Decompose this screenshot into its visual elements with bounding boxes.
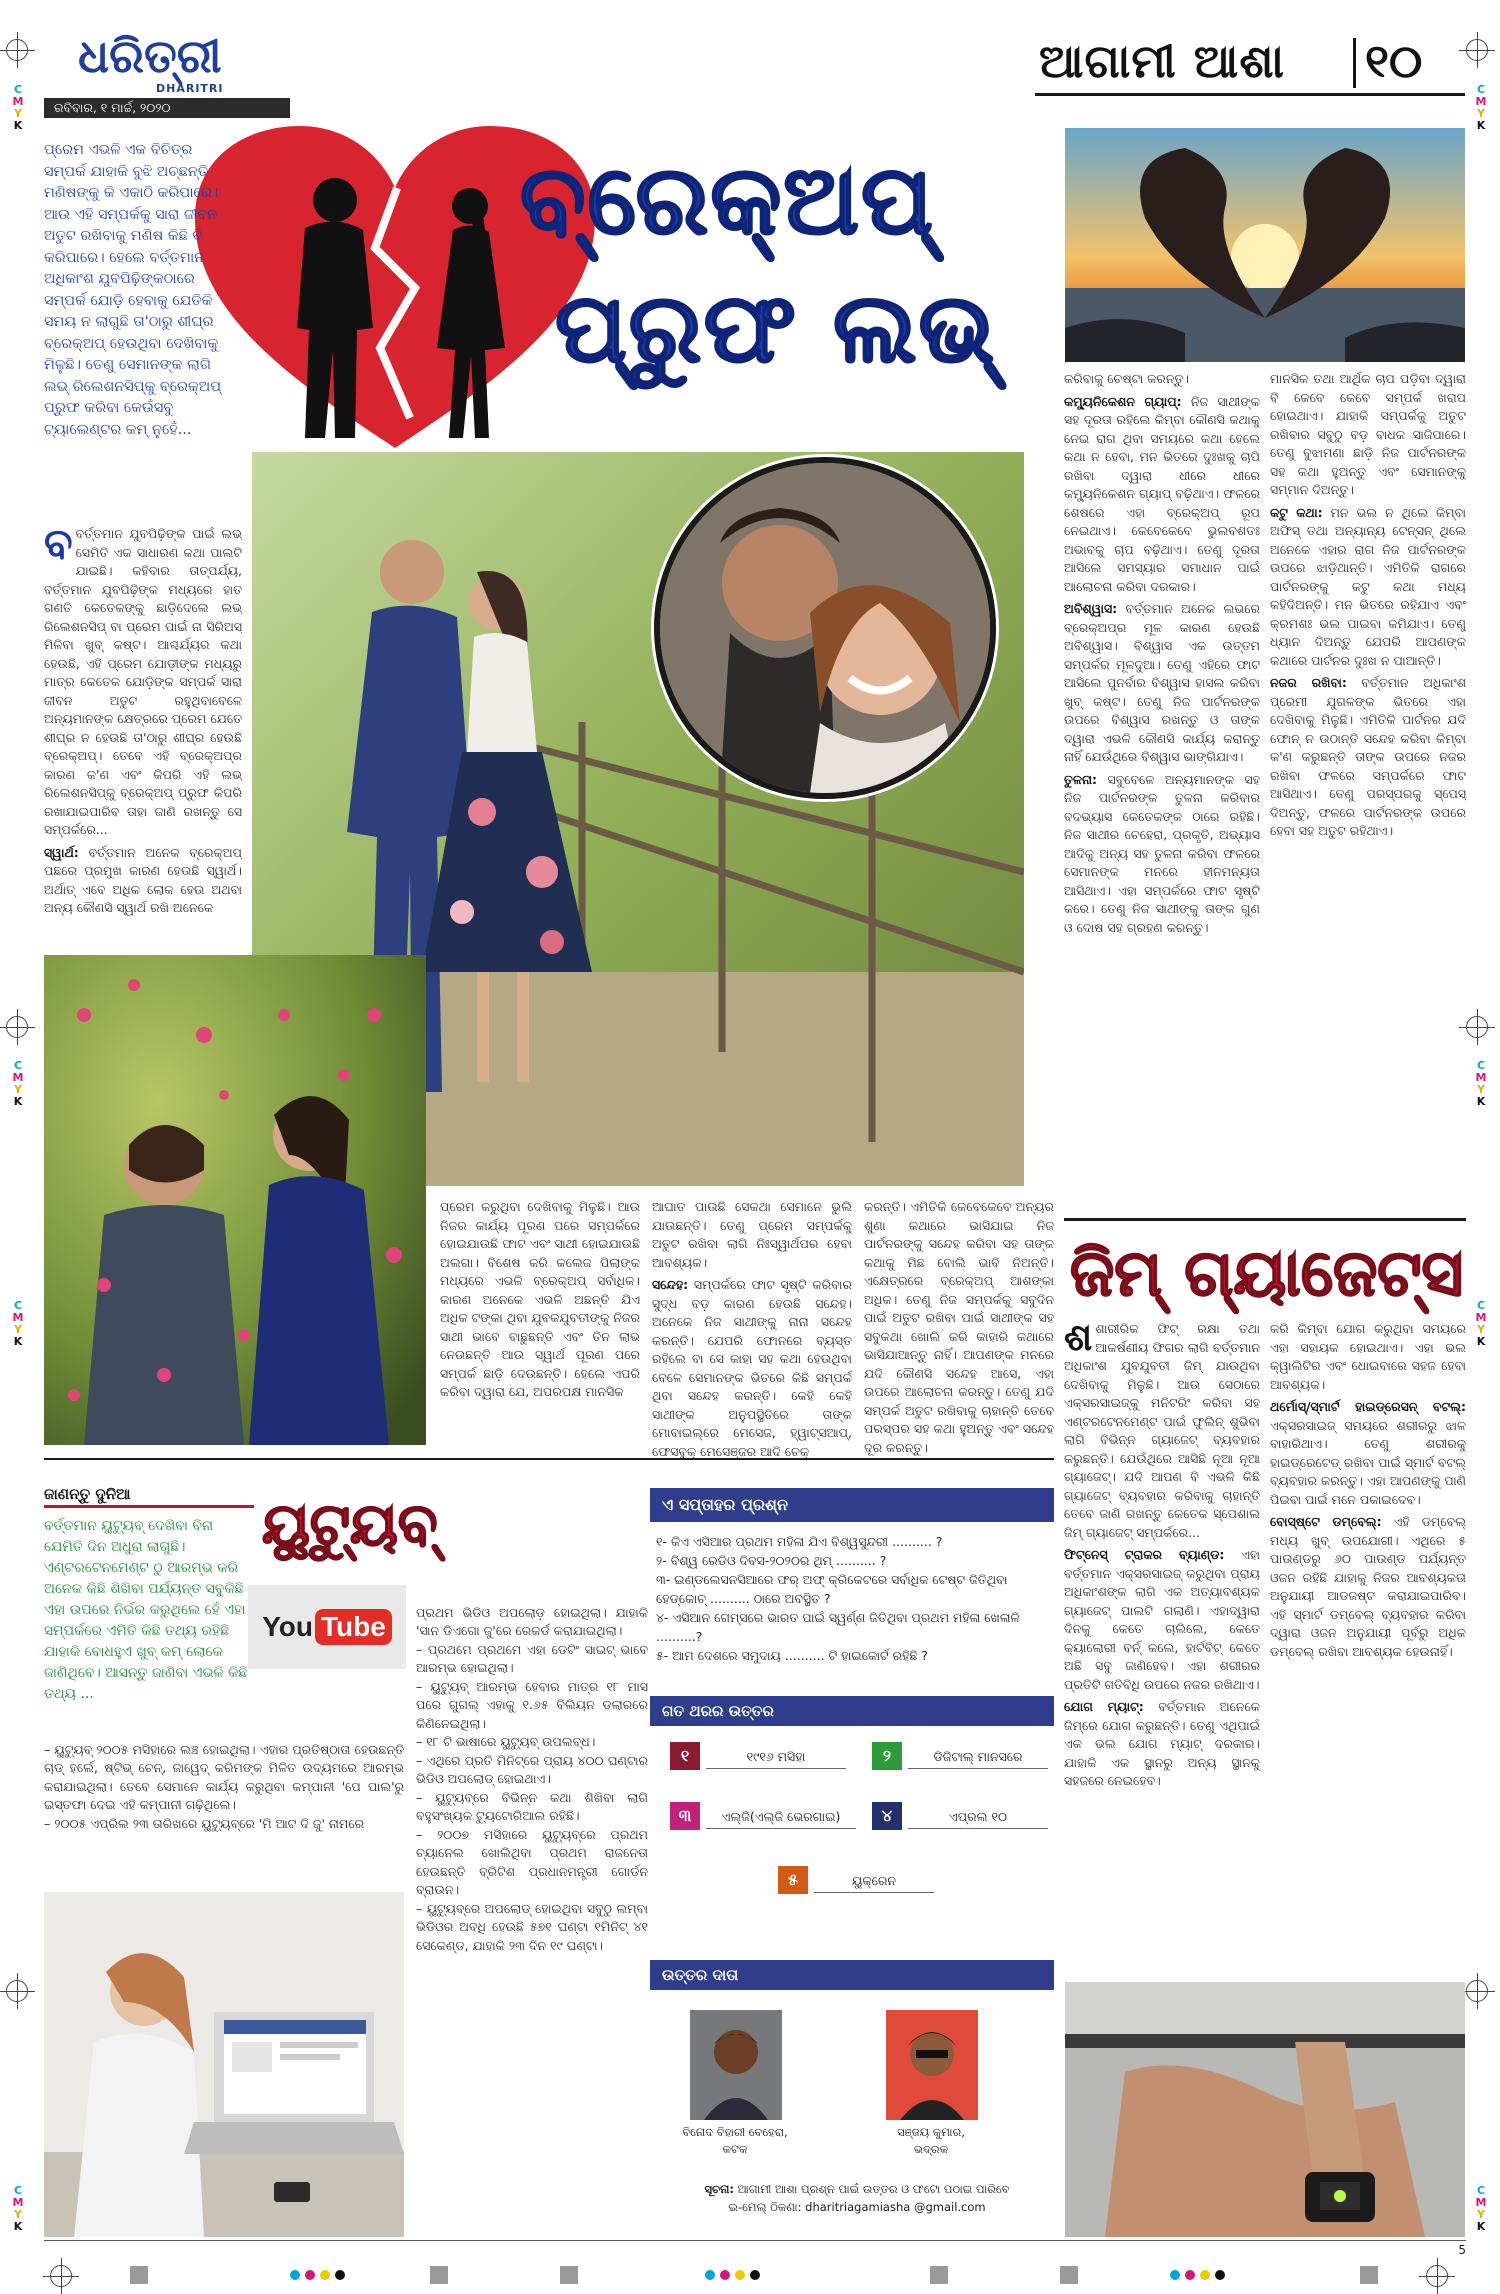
print-color-dot <box>1215 2270 1225 2280</box>
section-header <box>1035 30 1465 96</box>
print-density-swatch <box>930 2266 948 2284</box>
cmyk-color-bar: C M Y K <box>1475 2184 1487 2233</box>
print-color-dot <box>1185 2270 1195 2280</box>
section-rule <box>1064 1218 1466 1221</box>
registration-mark-icon <box>6 1980 28 2002</box>
headline-line-1: ବ୍ରେକ୍‌ଅପ୍ <box>520 144 935 256</box>
answer-text: ଏଲ୍‌ଜି(ଏଲ୍‌ଜି ଭେରଗାଇ) <box>706 1806 856 1829</box>
cmyk-color-bar: C M Y K <box>12 83 24 132</box>
print-color-dot <box>750 2270 760 2280</box>
print-density-swatch <box>1360 2266 1378 2284</box>
folio: 5 <box>1458 2243 1466 2257</box>
section-title: ଆଗାମୀ ଆଶା <box>1039 34 1286 88</box>
drop-cap: ଶ <box>1064 1320 1093 1359</box>
know-label: ଜାଣନ୍ତୁ ଦୁନିଆ <box>44 1482 254 1508</box>
answers-panel <box>650 1730 1054 1945</box>
answer-text: ଏପ୍ରଲ ୧୦ <box>908 1806 1048 1829</box>
lead-column-1: ବବର୍ତ୍ତମାନ ଯୁବପିଢ଼ିଙ୍କ ପାଇଁ ଲଭ୍ ସେମିତି ଏକ ସାଧାରଣ କଥା ପାଲଟି ଯାଇଛି। କହିବାର ତାତ୍ପର୍ଯ୍ୟ, ବର୍ତ୍ତମାନ ଯୁବପିଢ଼ିଙ୍କ ମଧ୍ୟରେ ହାତ ଗଣତି କେତେକଙ୍କୁ ଛାଡ଼ିଦେଲେ ଲଭ୍ ରିଲେଶନସିପ୍ ବା ପ୍ରେମ ପାଇଁ ନା ସିରିଅସ୍ ମିଳିବା ଖୁବ୍ କଷ୍ଟ। ଆଶ୍ଚର୍ଯ୍ୟର କଥା ହେଉଛି, ଏହି ପ୍ରେମ ଯୋଡ଼ୀଙ୍କ ମଧ୍ୟରୁ ମାତ୍ର କେତେକ ଯୋଡ଼ିଙ୍କ ସମ୍ପର୍କ ସାରା ଜୀବନ ଅତୁଟ ରହୁଥିବାବେଳେ ଅନ୍ୟମାନଙ୍କ କ୍ଷେତ୍ରରେ ପ୍ରେମ ଯେତେ ଶୀଘ୍ର ନ ହେଉଛି ତା'ଠାରୁ ଶୀଘ୍ର ହେଉଛି ବ୍ରେକ୍ଅପ୍। ତେବେ ଏହି ବ୍ରେକ୍ଅପ୍‌ର କାରଣ କ'ଣ ଏବଂ କିପରି ଏହି ଲଭ୍ ରିଲେଶନସିପ୍‌କୁ ବ୍ରେକ୍ଅପ୍ ପ୍ରୁଫ କିପରି ରଖାଯାଇପାରିବ ତାହା ଜାଣି ରଖନ୍ତୁ ସେ ସମ୍ପର୍କରେ... ସ୍ୱାର୍ଥ: ବର୍ତ୍ତମାନ ଅନେକ ବ୍ରେକ୍ଅପ୍ ପଛରେ ପ୍ରମୁଖ କାରଣ ହେଉଛି ସ୍ୱାର୍ଥ। ଅର୍ଥାତ୍ ଏବେ ଅଧିକ ଲୋକ ହେଉ ଅଥବା ଅନ୍ୟ କୌଣସି ସ୍ୱାର୍ଥ ରଖି ଅନେକେ <box>44 525 242 915</box>
lead-right-column-1: କରିବାକୁ ଚେଷ୍ଟା କରନ୍ତୁ। କମ୍ୟୁନିକେଶନ ଗ୍ୟାପ୍: ନିଜ ସାଥୀଙ୍କ ସହ ଦୂରତା ରହିଲେ କିମ୍ବା କୌଣସି କଥାକୁ ନେଇ ରାଗ ଥିବା ସମୟରେ କଥା ହେଲେ କଥା ନ ହେବା, ମନ ଭିତରେ ଦୁଃଖକୁ ଚାପି ରଖିବା ଦ୍ୱାରା ଧୀରେ ଧୀରେ କମ୍ୟୁନିକେଶନ ଗ୍ୟାପ୍ ବଢ଼ିଥାଏ। ଫଳରେ ଶେଷରେ ଏହା ବ୍ରେକ୍ଅପ୍ ରୂପ ନେଇଥାଏ। କେବେକେବେ ଭୁଲବଶତଃ ଅଭାବକୁ ଚାପ ବଢ଼ିଥାଏ। ତେଣୁ ଦୂରତା ଆସିଲେ ସମସ୍ୟାର ସମାଧାନ ପାଇଁ ଆଲୋଚନା କରିବା ଦରକାର। ଅବିଶ୍ୱାସ: ବର୍ତ୍ତମାନ ଅନେକ ଲଭରେ ବ୍ରେକ୍ଅପ୍‌ର ମୂଳ କାରଣ ହେଉଛି ଅବିଶ୍ୱାସ। ବିଶ୍ୱାସ ଏକ ଉତ୍ତମ ସମ୍ପର୍କର ମୂଳଦୁଆ। ତେଣୁ ଏହିରେ ଫାଟ ଆସିଲେ ପୁନର୍ବାର ବିଶ୍ୱାସ ହାସଲ କରିବା ଖୁବ୍ କଷ୍ଟ। ତେଣୁ ନିଜ ପାର୍ଟନରଙ୍କ ଉପରେ ବିଶ୍ୱାସ ରଖନ୍ତୁ ଓ ତାଙ୍କ ଦ୍ୱାରା ଏଭଳି କୌଣସି କାର୍ଯ୍ୟ କରାନ୍ତୁ ନାହିଁ ଯେଉଁଥିରେ ବିଶ୍ୱାସ ଭାଙ୍ଗିଯାଏ। ତୁଳନା: ସବୁବେଳେ ଅନ୍ୟମାନଙ୍କ ସହ ନିଜ ପାର୍ଟନରଙ୍କ ତୁଳନା କରିବାର ବଦଭ୍ୟାସ କେତେକଙ୍କ ଠାରେ ରହିଛି। ନିଜ ସାଥୀର ଚେହେରା, ପ୍ରକୃତି, ଅଭ୍ୟାସ ଆଦିକୁ ଅନ୍ୟ ସହ ତୁଳନା କରିବା ଫଳରେ ସେମାନଙ୍କ ମନରେ ହୀନମନ୍ୟତା ଆସିଥାଏ। ଏହା ସମ୍ପର୍କରେ ଫାଟ ସୃଷ୍ଟି କରେ। ତେଣୁ ନିଜ ସାଥୀଙ୍କୁ ତାଙ୍କ ଗୁଣ ଓ ଦୋଷ ସହ ଗ୍ରହଣ କରନ୍ତୁ। <box>1064 371 1260 935</box>
registration-mark-icon <box>6 1016 28 1038</box>
couple-petals-photo <box>44 955 426 1445</box>
winners-title: ଉତ୍ତର ଦାତା <box>650 1960 1054 1990</box>
woman-laptop-photo <box>44 1892 404 2237</box>
print-color-dot <box>335 2270 345 2280</box>
print-density-swatch <box>1060 2266 1078 2284</box>
registration-mark-icon <box>1466 1980 1488 2002</box>
print-density-swatch <box>560 2266 578 2284</box>
print-color-dot <box>1200 2270 1210 2280</box>
cmyk-color-bar: C M Y K <box>12 1059 24 1108</box>
print-color-dot <box>320 2270 330 2280</box>
print-color-dot <box>720 2270 730 2280</box>
lead-bottom-column-1: ପ୍ରେମ କରୁଥିବା ଦେଖିବାକୁ ମିଳୁଛି। ଆଉ ନିଜର କାର୍ଯ୍ୟ ପୂରଣ ପରେ ସମ୍ପର୍କରେ ହୋଇଯାଉଛି ଫାଟ ଏବଂ ସାଥୀ ହୋଇଯାଉଛି ଅଲଗା। ବିଶେଷ କରି କଲେଜ ପିଲାଙ୍କ ମଧ୍ୟରେ ଏଭଳି ବ୍ରେକ୍ଅପ୍ ସର୍ବାଧିକ। କାରଣ ଅନେକେ ଏଭଳି ଅଛନ୍ତି ଯିଏ ଅଧିକ ଟଙ୍କା ଥିବା ଯୁବକଯୁବତୀଙ୍କୁ ନିଜର ସାଥୀ ଭାବେ ବାଛୁଛନ୍ତି ଏବଂ ତିନ ଲାଭ ନେଉଛନ୍ତି ଆଉ ସ୍ୱାର୍ଥ ପୂରଣ ପରେ ସମ୍ପର୍କ ଛାଡ଼ି ଦେଉଛନ୍ତି। ହେଲେ ଏପରି କରିବା ଦ୍ୱାରା ଯେ, ଅପରପକ୍ଷ ମାନସିକ <box>440 1199 640 1399</box>
registration-mark-icon <box>1466 1016 1488 1038</box>
page-number: ୧୦ <box>1365 34 1423 88</box>
logo: ଧରିତ୍ରୀ <box>78 29 222 83</box>
quiz-note: ସୂଚନା: ଆଗାମୀ ଆଶା ପ୍ରଶ୍ନ ପାଇଁ ଉତ୍ତର ଓ ଫଟୋ ପଠାଇ ପାରିବେ ଇ-ମେଲ୍ ଠିକଣା: dharitriagamiasha @gmail.com <box>704 2182 1010 2214</box>
winner-caption: ବିନୋଦ ବିହାରୀ ବେହେରା, କଟକ <box>682 2125 788 2156</box>
lead-bottom-column-3: କରନ୍ତି। ଏମିତିକି କେବେକେବେ ଅନ୍ୟର ଶୁଣା କଥାରେ ଭାସିଯାଇ ନିଜ ପାର୍ଟନରଙ୍କୁ ସନ୍ଦେହ କରିବା ସହ ତାଙ୍କ କଥାକୁ ମିଛ ବୋଲି ଭାବି ନିଅନ୍ତି। ଏକ୍ଷେତ୍ରରେ ବ୍ରେକ୍ଅପ୍ ଆଶଙ୍କା ଅଧିକ। ତେଣୁ ନିଜ ସମ୍ପର୍କକୁ ସବୁଦିନ ପାଇଁ ଅତୁଟ ରଖିବା ପାଇଁ ସାଥୀଙ୍କ ସହ ସବୁକଥା ଖୋଲି କରି କାହାରି କଥାରେ ଭାସିଯାଆନ୍ତୁ ନାହିଁ। ଆପଣଙ୍କ ମନରେ ଯଦି କୌଣସି ସନ୍ଦେହ ଆସେ, ଏହା ଉପରେ ଆଲୋଚନା କରନ୍ତୁ। ତେଣୁ ଯଦି ସମ୍ପର୍କ ଅତୁଟ ରଖିବାକୁ ଚାହାନ୍ତି ତେବେ ପରସ୍ପର ସହ କଥା ହୁଅନ୍ତୁ ଏବଂ ସନ୍ଦେହ ଦୂର କରନ୍ତୁ। <box>864 1199 1054 1455</box>
cmyk-color-bar: C M Y K <box>1475 1059 1487 1108</box>
registration-mark-icon <box>1426 2265 1448 2287</box>
quiz-question: ୪- ଏସିଆନ ଗେମ୍‌ସରେ ଭାରତ ପାଇଁ ସ୍ୱର୍ଣ୍ଣ ଜିତିଥିବା ପ୍ରଥମ ମହିଳା ଖେଳାଳି ..........? <box>656 1610 1020 1644</box>
print-color-dot <box>735 2270 745 2280</box>
gym-column-1: ଶଶାରୀରିକ ଫିଟ୍ ରକ୍ଷା ତଥା ଆକର୍ଷଣୀୟ ଫିଗର ଲାଗି ବର୍ତ୍ତମାନ ଅଧିକାଂଶ ଯୁବଯୁବତୀ ଜିମ୍ ଯାଉଥିବା ଦେଖିବାକୁ ମିଳୁଛି। ଆଉ ସେଠାରେ ଏକ୍ସରସାଇଜ୍‌କୁ ମନିଟରିଂ କରିବା ସହ ଏଣ୍ଟରଟେନମେଣ୍ଟ ପାଇଁ ଫୁଲିନ୍ ଶୁଭିବା ଲାଗି ବିଭିନ୍ନ ଗ୍ୟାଜେଟ୍ ବ୍ୟବହାର କରୁଛନ୍ତି। ଯେଉଁଥିରେ ଆସିଛି ନୂଆ ନୂଆ ଗ୍ୟାଜେଟ୍। ଯଦି ଆପଣ ବି ଏଭଳି କିଛି ଗ୍ୟାଜେଟ୍ ବ୍ୟବହାର କରିବାକୁ ଚାହାନ୍ତି ତେବେ ଜାଣି ରଖନ୍ତୁ କେତେକ ସ୍ପେଶାଲ ଜିମ୍ ଗ୍ୟାଜେଟ୍ ସମ୍ପର୍କରେ... ଫିଟ୍‌ନେସ୍ ଟ୍ରାକର ବ୍ୟାଣ୍ଡ: ଏହା ବର୍ତ୍ତମାନ ଏକ୍ସରସାଇଜ୍ କରୁଥିବା ପ୍ରାୟ ଅଧିକାଂଶଙ୍କ ଲାଗି ଏକ ଅତ୍ୟାବଶ୍ୟକ ଗ୍ୟାଜେଟ୍ ପାଲଟି ଗଲାଣି। ଏହାଦ୍ୱାରା ଦିନକୁ କେତେ ଚାଲିଲେ, କେତେ କ୍ୟାଲୋରୀ ବର୍ନ୍ କଲେ, ହାର୍ଟବିଟ୍ କେତେ ଅଛି ସବୁ ଜାଣିହେବ। ଏହା ଶରୀରର ପ୍ରତିଟି ଗତିବିଧି ଉପରେ ନଜର ରଖିଥାଏ। ଯୋଗ ମ୍ୟାଟ୍: ବର୍ତ୍ତମାନ ଅନେକେ ଜିମ୍‌ରେ ଯୋଗ କରୁଛନ୍ତି। ତେଣୁ ଏଥିପାଇଁ ଏକ ଭଲ ଯୋଗ ମ୍ୟାଟ୍ ଦରକାର। ଯାହାକି ଏକ ସ୍ଥାନରୁ ଅନ୍ୟ ସ୍ଥାନକୁ ସହଜରେ ନେଇହେବ। <box>1064 1320 1260 1788</box>
quiz-question: ୫- ଆମ ଦେଶରେ ସମୁଦାୟ .......... ଟି ହାଇକୋର୍ଟ ରହିଛି ? <box>656 1648 928 1663</box>
logo-subtitle: DHARITRI <box>156 82 224 95</box>
masthead <box>44 28 304 118</box>
answer-text: ୟୁକ୍ରେନ <box>814 1870 934 1893</box>
lead-bottom-column-2: ଆଘାତ ପାଉଛି ସେକଥା ସେମାନେ ଭୁଲି ଯାଉଛନ୍ତି। ତେଣୁ ପ୍ରେମ ସମ୍ପର୍କକୁ ଅତୁଟ ରଖିବା ଲାଗି ନିଃସ୍ୱାର୍ଥପର ହେବା ଆବଶ୍ୟକ। ସନ୍ଦେହ: ସମ୍ପର୍କରେ ଫାଟ ସୃଷ୍ଟି କରିବାର ସୁଦ୍ଧ ବଡ଼ କାରଣ ହେଉଛି ସନ୍ଦେହ। ଅନେକେ ନିଜ ସାଥୀଙ୍କୁ ନାନା ସନ୍ଦେହ କରନ୍ତି। ଯେପରି ଫୋନରେ ବ୍ୟସ୍ତ ରହିଲେ ବା ସେ କାହା ସହ କଥା ହେଉଥିବା ବେଳେ ସେମାନଙ୍କ ଭିତରେ କିଛି ସମ୍ପର୍କ ଥିବା ସନ୍ଦେହ କରନ୍ତି। କେହି କେହି ସାଥୀଙ୍କ ଅନୁପସ୍ଥିତିରେ ତାଙ୍କ ମୋବାଇଲ୍‌ରେ ମେସେଜ, ହ୍ୱାଟ୍ସଆପ୍, ଫେସବୁକ୍ ମେସେଞ୍ଜର ଆଦି ଚେକ୍ <box>652 1199 852 1459</box>
registration-mark-icon <box>6 39 28 61</box>
youtube-headline: ୟୁଟ୍ୟୁବ୍ <box>262 1490 438 1558</box>
headline-line-2: ପ୍ରୁଫ ଲଭ୍ <box>555 272 997 384</box>
issue-date: ରବିବାର, ୧ ମାର୍ଚ୍ଚ, ୨୦୨୦ <box>44 98 290 118</box>
cmyk-color-bar: C M Y K <box>1475 83 1487 132</box>
email-link[interactable]: dharitriagamiasha @gmail.com <box>805 2200 986 2214</box>
print-color-dot <box>1170 2270 1180 2280</box>
quiz-question: ୩- ଇଣ୍ଡଲେସନସିଆରେ ଫର୍ ଅଫ୍ କ୍ରିକେଟରେ ସର୍ବାଧିକ ଟେଷ୍ଟ ଜିତିଥିବା ହେଡ୍‌କୋଚ୍ .......... ଠାରେ ଅବସ୍ଥିତ ? <box>656 1572 1008 1606</box>
print-color-dot <box>705 2270 715 2280</box>
gym-headline: ଜିମ୍ ଗ୍ୟାଜେଟ୍ସ <box>1070 1237 1464 1311</box>
lead-right-column-2: ମାନସିକ ତଥା ଆର୍ଥିକ ଚାପ ପଡ଼ିବା ଦ୍ୱାରା ବି କେବେ କେବେ ସମ୍ପର୍କ ଖରାପ ହୋଇଥାଏ। ଯାହାକି ସମ୍ପର୍କକୁ ଅତୁଟ ରଖିବାର ସବୁଠୁ ବଡ଼ ବାଧକ ସାଜିପାରେ। ତେଣୁ ବୁଝାମଣା ଛାଡ଼ି ନିଜ ପାର୍ଟନରଙ୍କ ସହ କଥା ହୁଅନ୍ତୁ ଏବଂ ସେମାନଙ୍କୁ ସମ୍ମାନ ଦିଅନ୍ତୁ। କଟୁ କଥା: ମନ ଭଲ ନ ଥିଲେ କିମ୍ବା ଅଫିସ୍ ତଥା ଅନ୍ୟାନ୍ୟ ଟେନ୍‌ସନ୍ ଥିଲେ ଅନେକେ ଏହାର ରାଗ ନିଜ ପାର୍ଟନରଙ୍କ ଉପରେ ଝାଡ଼ିଥାନ୍ତି। ଏମିତିକି ରାଗରେ ପାର୍ଟନରଙ୍କୁ କଟୁ କଥା ମଧ୍ୟ କହିଦିଅନ୍ତି। ମନ ଭିତରେ ରହିଯାଏ ଏବଂ କ୍ରମଶଃ ଭଲ ପାଇବା କମିଯାଏ। ତେଣୁ ଧ୍ୟାନ ଦିଅନ୍ତୁ ଯେପରି ଆପଣଙ୍କ କଥାରେ ପାର୍ଟନର ଦୁଃଖ ନ ପାଆନ୍ତି। ନଜର ରଖିବା: ବର୍ତ୍ତମାନ ଅଧିକାଂଶ ପ୍ରେମୀ ଯୁଗଳଙ୍କ ଭିତରେ ଏହା ଦେଖିବାକୁ ମିଳୁଛି। ଏମିତିକି ପାର୍ଟନର ଯଦି ଫୋନ୍ ନ ଉଠାନ୍ତି ସନ୍ଦେହ କରିବା କିମ୍ବା କ'ଣ କରୁଛନ୍ତି ତାଙ୍କ ଉପରେ ନଜର ରଖିବା ଫଳରେ ସମ୍ପର୍କରେ ଫାଟ ଆସିଥାଏ। ତେଣୁ ପରସ୍ପରକୁ ସ୍ପେସ୍ ଦିଅନ୍ତୁ, ଫଳରେ ପାର୍ଟନରଙ୍କ ଉପରେ ହେବା ସହ ଅତୁଟ ରହିଥାଏ। <box>1270 371 1466 838</box>
gym-column-2: କରି କିମ୍ବା ଯୋଗ କରୁଥିବା ସମୟରେ ଏହା ସହାୟକ ହୋଇଥାଏ। ଏହା ଭଲ କ୍ୱାଲିଟିର ଏବଂ ଧୋଇବାରେ ସହଜ ହେବା ଆବଶ୍ୟକ। ଥର୍ମୋସ୍/ସ୍ମାର୍ଟ ହାଇଡ୍ରେସନ୍ ବଟଲ୍: ଏକ୍ସରସାଇଜ୍ ସମୟରେ ଶରୀରରୁ ଝାଳ ବାହାରିଥାଏ। ତେଣୁ ଶରୀରକୁ ହାଇଡ୍ରେଟେଡ୍ ରଖିବା ପାଇଁ ସ୍ମାର୍ଟ ବଟଲ୍ ବ୍ୟବହାର କରନ୍ତୁ। ଏହା ଆପଣଙ୍କୁ ପାଣି ପିଇବା ପାଇଁ ମନେ ପକାଇଦେବ। ବୋସ୍‌ଷ୍ଟେ ଡମ୍ବେଲ୍: ଏହି ଡମ୍ବେଲ୍ ମଧ୍ୟ ଖୁବ୍ ଉପଯୋଗୀ। ଏଥିରେ ୫ ପାଉଣ୍ଡରୁ ୬୦ ପାଉଣ୍ଡ ପର୍ଯ୍ୟନ୍ତ ଓଜନ ରହିଛି ଯାହାକୁ ନିଜର ଆବଶ୍ୟକତା ଅନୁଯାୟୀ ଆଡଜଷ୍ଟ କରାଯାଇପାରିବ। ଏହି ସ୍ମାର୍ଟ ଡମ୍ବେଲ୍ ବ୍ୟବହାର କରିବା ଦ୍ୱାରା ଓଜନ ଅନୁଯାୟୀ ପୂର୍ବରୁ ଅଧିକ ଡମ୍ବେଲ୍ ରଖିବା ଆବଶ୍ୟକ ହେଉନାହିଁ। <box>1270 1321 1466 1659</box>
section-divider <box>1353 38 1356 88</box>
winner-photo <box>886 2010 978 2120</box>
youtube-facts-left: – ୟୁଟ୍ୟୁବ୍ ୨୦୦୫ ମସିହାରେ ଲଞ୍ଚ ହୋଇଥିଲା। ଏହାର ପ୍ରତିଷ୍ଠାତା ହେଉଛନ୍ତି ଚାଡ୍ ହର୍ଲେ, ଷ୍ଟିଭ୍ ଚେନ୍, ଜାୱେଦ୍ କରିମଙ୍କ ମିଳିତ ଉଦ୍ୟମରେ ଆରମ୍ଭ କରାଯାଇଥିଲା। ତେବେ ସେମାନେ କାର୍ଯ୍ୟ କରୁଥିବା କମ୍ପାନୀ 'ପେ ପାଲ'ରୁ ଇସ୍ତଫା ଦେଇ ଏହି କମ୍ପାନୀ ଗଢ଼ିଥିଲେ। – ୨୦୦୫ ଏପ୍ରିଲ ୨୩ ତାରିଖରେ ୟୁଟ୍ୟୁବ୍‌ରେ 'ମି ଆଟ ଦି ଜୁ' ନାମରେ <box>44 1741 404 1831</box>
answer-number-badge: ୩ <box>670 1802 700 1830</box>
answers-title: ଗତ ଥରର ଉତ୍ତର <box>650 1696 1054 1726</box>
winner-photo <box>690 2010 782 2120</box>
answer-text: ଡିଜିଟାଲ୍ ମାନସରେ <box>908 1746 1048 1769</box>
gym-fitness-band-photo <box>1065 1982 1465 2237</box>
know-intro: ବର୍ତ୍ତମାନ ୟୁଟ୍ୟୁବ୍ ଦେଖିବା ବିନା ଯେମିତି ଦିନ ଅଧୁରା ଲାଗୁଛି। ଏଣ୍ଟରଟେନମେଣ୍ଟ ଠୁ ଆରମ୍ଭ କରି ଅନେକ କିଛି ଶିଖିବା ପର୍ଯ୍ୟନ୍ତ ସବୁକିଛି ଏହା ଉପରେ ନିର୍ଭର କରୁଥିଲେ ହେଁ ଏହା ସମ୍ପର୍କରେ ଏମିତି କିଛି ତଥ୍ୟ ରହିଛି ଯାହାକି ବୋଧହୁଏ ଖୁବ୍ କମ୍ ଲୋକେ ଜାଣିଥିବେ। ଆସନ୍ତୁ ଜାଣିବା ଏଭଳି କିଛି ତଥ୍ୟ ... <box>44 1518 248 1702</box>
quiz-question: ୨- ବିଶ୍ୱ ରେଡିଓ ଦିବସ-୨୦୨୦ର ଥିମ୍ .......... ? <box>656 1553 887 1568</box>
registration-mark-icon <box>50 2265 72 2287</box>
cmyk-color-bar: C M Y K <box>1475 1299 1487 1348</box>
drop-cap: ବ <box>44 525 73 568</box>
youtube-facts-right: ପ୍ରଥମ ଭିଡିଓ ଅପଲୋଡ଼ ହୋଇଥିଲା। ଯାହାକି 'ସାନ ଡିଏଗୋ ଜୁ'ରେ ରେକର୍ଡ କରାଯାଇଥିଲା। – ପ୍ରଥମେ ପ୍ରଥମେ ଏହା ଡେଟିଂ ସାଇଟ୍ ଭାବେ ଆରମ୍ଭ ହୋଇଥିଲା। – ୟୁଟ୍ୟୁବ୍ ଆରମ୍ଭ ହେବାର ମାତ୍ର ୧୮ ମାସ ପରେ ଗୁଗଲ୍ ଏହାକୁ ୧.୬୫ ବିଲିୟନ ଡଲାରରେ କିଣିନେଇଥିଲା। – ୧୮ ଟି ଭାଷାରେ ୟୁଟ୍ୟୁବ୍ ଉପଲବ୍ଧ। – ଏଥିରେ ପ୍ରତି ମିନିଟ୍‌ରେ ପ୍ରାୟ ୪୦୦ ଘଣ୍ଟାର ଭିଡିଓ ଅପଲୋଡ୍ ହୋଇଥାଏ। – ୟୁଟ୍ୟୁବ୍‌ରେ ବିଭିନ୍ନ କଥା ଶିଖିବା ଲାଗି ବହୁସଂଖ୍ୟକ ଟ୍ୟୁଟୋରିଆଲ ରହିଛି। – ୨୦୦୭ ମସିହାରେ ୟୁଟ୍ୟୁବ୍‌ରେ ପ୍ରଥମ ଚ୍ୟାନେଲ ଖୋଲିଥିବା ପ୍ରଥମ ରାଜନେତା ହେଉଛନ୍ତି ବ୍ରିଟିଶ ପ୍ରଧାନମନ୍ତ୍ରୀ ଗୋର୍ଡନ ବ୍ରାଉନ। – ୟୁଟ୍ୟୁବ୍‌ରେ ଅପଲୋଡ୍ ହୋଇଥିବା ସବୁଠୁ ଲମ୍ବା ଭିଡିଓର ଅବଧି ହେଉଛି ୫୭୧ ଘଣ୍ଟା ୧ମିନିଟ୍ ୪୧ ସେକେଣ୍ଡ, ଯାହାକି ୨୩ ଦିନ ୧୯ ଘଣ୍ଟା। <box>416 1604 648 1953</box>
print-color-dot <box>290 2270 300 2280</box>
print-density-swatch <box>130 2266 148 2284</box>
print-density-swatch <box>430 2266 448 2284</box>
answer-number-badge: ୪ <box>872 1802 902 1830</box>
cmyk-color-bar: C M Y K <box>12 2184 24 2233</box>
section-rule <box>44 1458 1054 1460</box>
cmyk-color-bar: C M Y K <box>12 1299 24 1348</box>
answer-text: ୧୯୧୬ ମସିହା <box>706 1746 846 1769</box>
winner-caption: ସଞ୍ଜୟ କୁମାର, ଭଦ୍ରକ <box>897 2125 965 2156</box>
quiz-title: ଏ ସପ୍ତାହର ପ୍ରଶ୍ନ <box>650 1488 1054 1522</box>
quiz-question: ୧- କିଏ ଏସିଆର ପ୍ରଥମ ମହିଳା ଯିଏ ବିଶ୍ୱସୁନ୍ଦରୀ .......... ? <box>656 1534 943 1549</box>
answer-number-badge: ୫ <box>778 1866 808 1894</box>
answer-number-badge: ୧ <box>670 1742 700 1770</box>
lead-intro: ପ୍ରେମ ଏଭଳି ଏକ ବିଚିତ୍ର ସମ୍ପର୍କ ଯାହାକି ବୁଝି ଅଚ୍ଛନ୍ତି ମଣିଷଙ୍କୁ କି ଏକାଠି କରିପାରେ। ଆଉ ଏହି ସମ୍ପର୍କକୁ ସାରା ଜୀବନ ଅତୁଟ ରଖିବାକୁ ମଣିଷ କିଛି ବି କରିପାରେ। ହେଲେ ବର୍ତ୍ତମାନ ଅଧିକାଂଶ ଯୁବପିଢ଼ିଙ୍କଠାରେ ସମ୍ପର୍କ ଯୋଡ଼ି ହେବାକୁ ଯେତିକି ସମୟ ନ ଲାଗୁଛି ତା'ଠାରୁ ଶୀଘ୍ର ବ୍ରେକ୍ଅପ୍ ହେଉଥିବା ଦେଖିବାକୁ ମିଳୁଛି। ତେଣୁ ସେମାନଙ୍କ ଲାଗି ଲଭ୍ ରିଲେଶନସିପ୍‌କୁ ବ୍ରେକ୍ଅପ୍ ପ୍ରୁଫ କରିବା କେଉଁସବୁ ଟ୍ୟାଲେଣ୍ଟର କମ୍ ନୁହେଁ... <box>44 142 222 438</box>
registration-mark-icon <box>1466 39 1488 61</box>
heart-hands-photo <box>1065 128 1465 362</box>
youtube-logo: You Tube <box>248 1585 406 1669</box>
couple-smiling-circle-photo <box>654 457 996 799</box>
print-color-dot <box>305 2270 315 2280</box>
answer-number-badge: ୨ <box>872 1742 902 1770</box>
footer-rule <box>44 2240 1466 2241</box>
